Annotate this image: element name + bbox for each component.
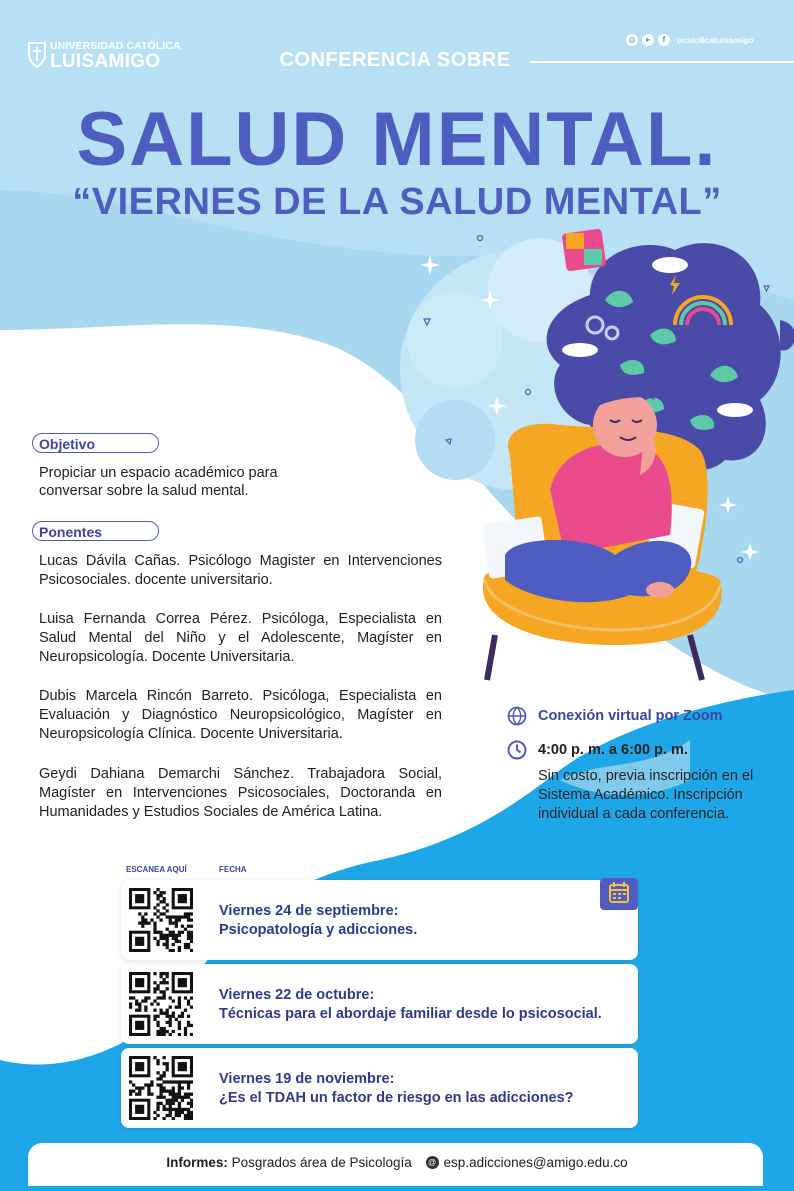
youtube-icon[interactable]: ▸ xyxy=(642,34,654,46)
social-bar xyxy=(626,33,754,47)
session-card xyxy=(121,880,638,960)
session-info xyxy=(219,986,602,1024)
scan-label: ESCANEA AQUÍ xyxy=(126,865,187,874)
time-label: 4:00 p. m. a 6:00 p. m. xyxy=(538,742,688,758)
objetivo-text: Propiciar un espacio académico para conversar sobre la salud mental. xyxy=(39,465,278,499)
speaker-bio: Lucas Dávila Cañas. Psicólogo Magister en Intervenciones Psicosociales. docente universitario. xyxy=(39,553,442,588)
footer-info xyxy=(0,1155,794,1171)
session-date: Viernes 24 de septiembre: xyxy=(219,903,399,919)
speaker-bio: Dubis Marcela Rincón Barreto. Psicóloga, Especialista en Evaluación y Diagnóstico Neuropsicológico, Magíster en Neuropsicología Clínica. Docente Universitaria. xyxy=(39,688,442,742)
conference-kicker: CONFERENCIA SOBRE xyxy=(279,49,511,71)
clock-icon xyxy=(507,740,527,760)
page-title: SALUD MENTAL. xyxy=(76,97,718,182)
globe-icon xyxy=(507,706,527,726)
session-topic: Psicopatología y adicciones. xyxy=(219,922,418,938)
qr-code[interactable] xyxy=(129,1056,193,1120)
qr-code[interactable] xyxy=(129,888,193,952)
speaker-bio: Geydi Dahiana Demarchi Sánchez. Trabajadora Social, Magíster en Intervenciones Psicosociales, Doctoranda en Humanidades y Estudios Sociales de América Latina. xyxy=(39,766,442,820)
university-logo xyxy=(28,40,181,74)
footer-email[interactable]: esp.adicciones@amigo.edu.co xyxy=(443,1155,628,1170)
ponentes-label: Ponentes xyxy=(32,521,159,541)
illustration xyxy=(440,225,794,685)
date-label: FECHA xyxy=(219,865,247,874)
speaker-bio: Luisa Fernanda Correa Pérez. Psicóloga, Especialista en Salud Mental del Niño y el Adolescente, Magíster en Neuropsicología. Docente Universitaria. xyxy=(39,611,442,665)
footer-label: Informes: xyxy=(166,1155,228,1170)
calendar-icon xyxy=(600,878,638,910)
session-card xyxy=(121,1048,638,1128)
social-handle: ucatolicaluisamigo xyxy=(677,35,754,45)
session-info xyxy=(219,902,417,940)
footer-text: Posgrados área de Psicología xyxy=(231,1155,412,1170)
at-icon: @ xyxy=(426,1156,439,1169)
shield-icon xyxy=(28,41,46,69)
qr-code[interactable] xyxy=(129,972,193,1036)
instagram-icon[interactable]: ◎ xyxy=(626,34,638,46)
session-topic: ¿Es el TDAH un factor de riesgo en las adicciones? xyxy=(219,1090,574,1106)
session-date: Viernes 22 de octubre: xyxy=(219,987,375,1003)
facebook-icon[interactable]: f xyxy=(658,34,670,46)
session-card xyxy=(121,964,638,1044)
session-info xyxy=(219,1070,574,1108)
session-date: Viernes 19 de noviembre: xyxy=(219,1071,395,1087)
session-topic: Técnicas para el abordaje familiar desde lo psicosocial. xyxy=(219,1006,602,1022)
logo-line2: LUISAMIGO xyxy=(50,51,161,72)
page-subtitle: “VIERNES DE LA SALUD MENTAL” xyxy=(72,181,722,223)
logo-line1: UNIVERSIDAD CATÓLICA xyxy=(50,40,181,52)
connection-label: Conexión virtual por Zoom xyxy=(538,708,723,724)
registration-info: Sin costo, previa inscripción en el Sistema Académico. Inscripción individual a cada conferencia. xyxy=(538,768,754,822)
objetivo-label: Objetivo xyxy=(32,433,159,453)
